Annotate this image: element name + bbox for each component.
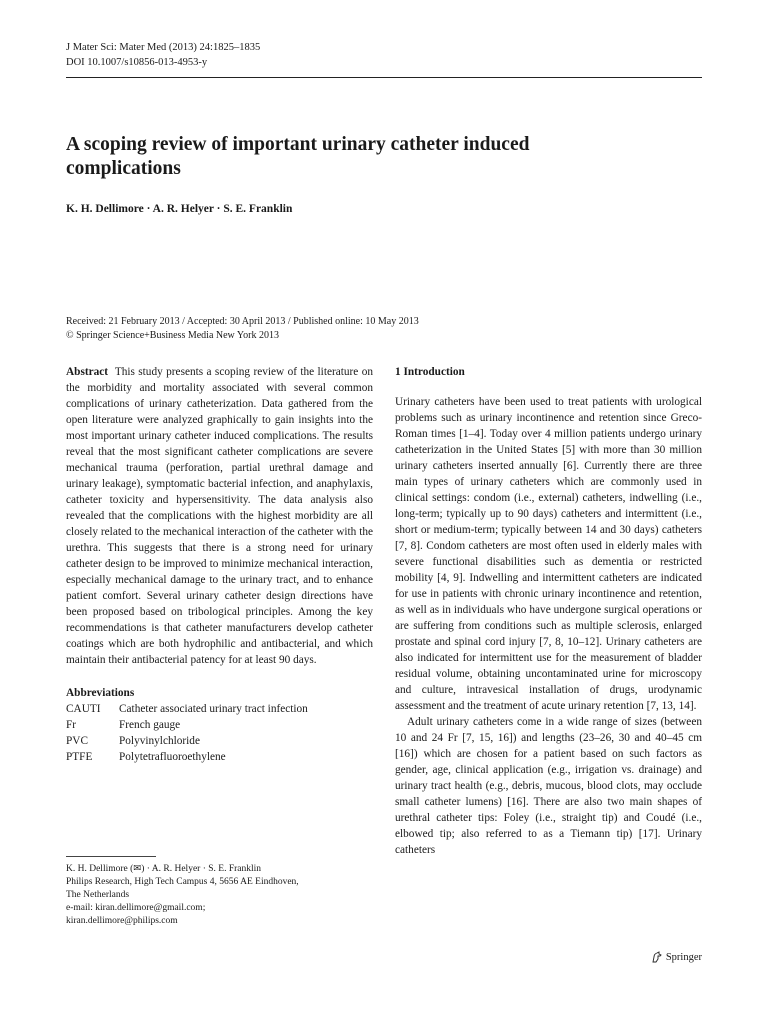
left-column	[66, 364, 373, 765]
abbreviations-title: Abbreviations	[66, 687, 135, 699]
abbreviation-term: PVC	[66, 735, 88, 747]
abstract-label: Abstract	[66, 366, 109, 378]
abbreviation-meaning: Polytetrafluoroethylene	[119, 751, 226, 763]
footnote-affiliation: Philips Research, High Tech Campus 4, 5656 AE Eindhoven,	[66, 877, 299, 887]
abbreviation-row	[66, 733, 308, 749]
publisher-name: Springer	[665, 951, 702, 963]
right-column	[395, 364, 702, 858]
abbreviation-meaning: Catheter associated urinary tract infection	[119, 703, 308, 715]
abbreviations-table	[66, 701, 308, 765]
footnote-authors: K. H. Dellimore (✉) · A. R. Helyer · S. E. Franklin	[66, 864, 262, 874]
footnote-email-alt[interactable]: kiran.dellimore@philips.com	[66, 916, 178, 926]
abbreviation-meaning: Polyvinylchloride	[119, 735, 200, 747]
abbreviation-row	[66, 749, 308, 765]
footnote-rule	[66, 856, 156, 857]
publisher-logo	[651, 951, 702, 963]
introduction-paragraph-2: Adult urinary catheters come in a wide range of sizes (between 10 and 24 Fr [7, 15, 16]) and lengths (23–26, 30 and 40–45 cm [16]) which are chosen for a patient based on such factors as gender, age, clinical application (e.g., irrigation vs. drainage) and urinary tract health (e.g., debris, mucous, blood clots, may occlude small catheter lumens) [16]. There are also two main shapes of urethral catheter tips: Foley (i.e., straight tip) and Coudé (i.e., elbowed tip; also referred to as a Tiemann tip) [17]. Urinary catheters	[395, 716, 702, 856]
publication-info	[66, 315, 419, 343]
journal-citation: J Mater Sci: Mater Med (2013) 24:1825–1835	[66, 42, 261, 53]
springer-horse-icon	[651, 951, 663, 963]
author-footnote	[66, 863, 366, 928]
abbreviation-row	[66, 701, 308, 717]
abstract-paragraph	[66, 364, 373, 668]
abbreviation-term: PTFE	[66, 751, 93, 763]
section-heading-introduction: 1 Introduction	[395, 366, 465, 378]
publication-dates: Received: 21 February 2013 / Accepted: 30 April 2013 / Published online: 10 May 2013	[66, 316, 419, 327]
journal-header	[66, 40, 260, 70]
abstract-section	[66, 364, 373, 668]
header-rule	[66, 77, 702, 78]
article-title: A scoping review of important urinary catheter induced complications	[66, 134, 530, 179]
abbreviation-meaning: French gauge	[119, 719, 181, 731]
footnote-country: The Netherlands	[66, 890, 130, 900]
doi: DOI 10.1007/s10856-013-4953-y	[66, 57, 208, 68]
footnote-email[interactable]: e-mail: kiran.dellimore@gmail.com;	[66, 903, 206, 913]
abbreviation-term: CAUTI	[66, 703, 101, 715]
article-authors: K. H. Dellimore · A. R. Helyer · S. E. Franklin	[66, 203, 293, 215]
abbreviation-row	[66, 717, 308, 733]
abstract-text: This study presents a scoping review of the literature on the morbidity and mortality associated with several common complications of urinary catheterization. Data gathered from the open literature were analyzed graphically to gain insights into the most important urinary catheter induced complications. The results reveal that the most significant catheter complications are severe mechanical trauma (perforation, partial urethral damage and urinary leakage), symptomatic bacterial infection, and anaphylaxis, catheter toxicity and hypersensitivity. The data analysis also revealed that the complications with the highest morbidity are all closely related to the mechanical interaction of the catheter with the urethra. This suggests that there is a strong need for urinary catheter design to be improved to minimize mechanical interaction, especially mechanical damage to the urinary tract, and to enhance patient comfort. Several urinary catheter design directions have been proposed based on tribological principles. Among the key recommendations is that catheter manufacturers develop catheter coatings which are both hydrophilic and antibacterial, and which maintain their antibacterial patency for at least 90 days.	[66, 366, 373, 666]
abbreviation-term: Fr	[66, 719, 77, 731]
introduction-paragraph-1: Urinary catheters have been used to treat patients with urological problems such as urinary incontinence and retention since Greco-Roman times [1–4]. Today over 4 million patients undergo urinary catheterization in the United States [5] with more than 30 million urinary catheters inserted annually [6]. Currently there are three main types of urinary catheters which are commonly used in clinical settings: condom (i.e., external) catheters, indwelling (i.e., long-term; typically up to 90 days) catheters and intermittent (i.e., short or medium-term; typically between 14 and 30 days) catheters [7, 8]. Condom catheters are most often used in elderly males with severe functional disabilities such as dementia or restricted mobility [4, 9]. Indwelling and intermittent catheters are indicated for use in patients with chronic urinary incontinence and retention, as well as in individuals who have undergone surgical operations or are suffering from conditions such as multiple sclerosis, enlarged prostate and spinal cord injury [7, 8, 10–12]. Urinary catheters are also indicated for intermittent use for the measurement of bladder residual volume, obtaining uncontaminated urine for microscopy and culture, intravesical installation of drugs, urodynamic assessment and the treatment of acute urinary retention [7, 13, 14].	[395, 396, 702, 712]
copyright-line: © Springer Science+Business Media New York 2013	[66, 330, 279, 341]
